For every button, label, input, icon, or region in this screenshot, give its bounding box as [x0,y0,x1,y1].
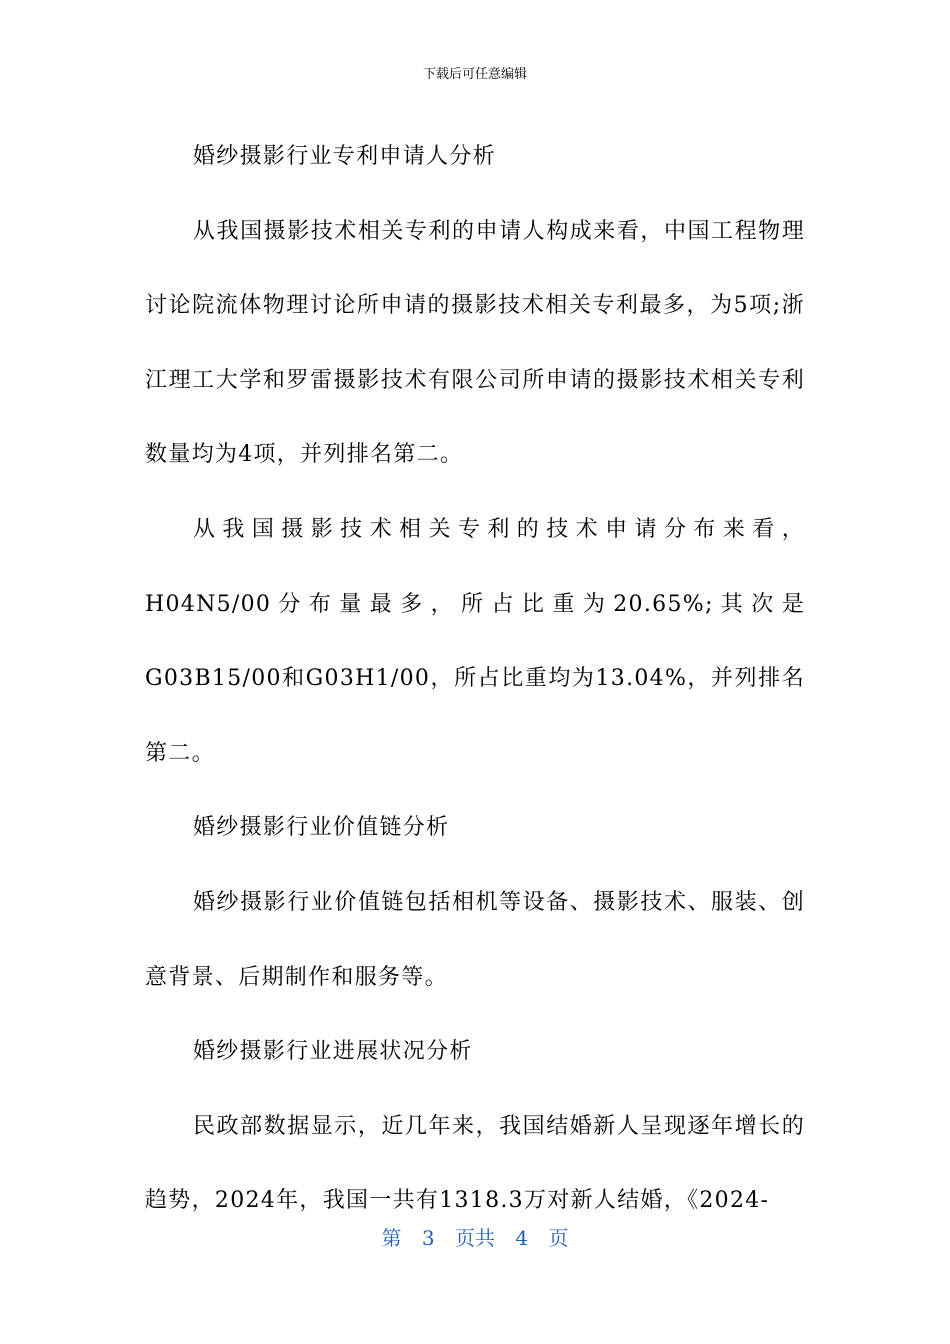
section-heading-patent-applicants: 婚纱摄影行业专利申请人分析 [193,144,496,169]
section-heading-value-chain: 婚纱摄影行业价值链分析 [193,815,450,841]
page-header: 下载后可任意编辑 [422,67,527,82]
document-body [145,120,805,1239]
footer-current-page: 3 [421,1226,435,1250]
footer-total-pages: 4 [515,1226,529,1250]
section-heading-development-status: 婚纱摄影行业进展状况分析 [193,1039,473,1065]
footer-suffix: 页 [548,1226,569,1250]
page-footer [0,1224,950,1252]
paragraph-technology-distribution: 从我国摄影技术相关专利的技术申请分布来看，H04N5/00分布量最多，所占比重为20.65%;其次是G03B15/00和G03H1/00，所占比重均为13.04%，并列排名第二。 [145,516,805,766]
footer-prefix: 第 [381,1226,402,1250]
paragraph-marriage-statistics: 民政部数据显示，近几年来，我国结婚新人呈现逐年增长的趋势，2024年，我国一共有1318.3万对新人结婚，《2024- [145,1113,805,1214]
paragraph-applicant-composition: 从我国摄影技术相关专利的申请人构成来看，中国工程物理讨论院流体物理讨论所申请的摄影技术相关专利最多，为5项;浙江理工大学和罗雷摄影技术有限公司所申请的摄影技术相关专利数量均为4项，并列排名第二。 [145,218,805,468]
footer-middle: 页共 [455,1226,495,1250]
paragraph-value-chain: 婚纱摄影行业价值链包括相机等设备、摄影技术、服装、创意背景、后期制作和服务等。 [145,889,805,990]
